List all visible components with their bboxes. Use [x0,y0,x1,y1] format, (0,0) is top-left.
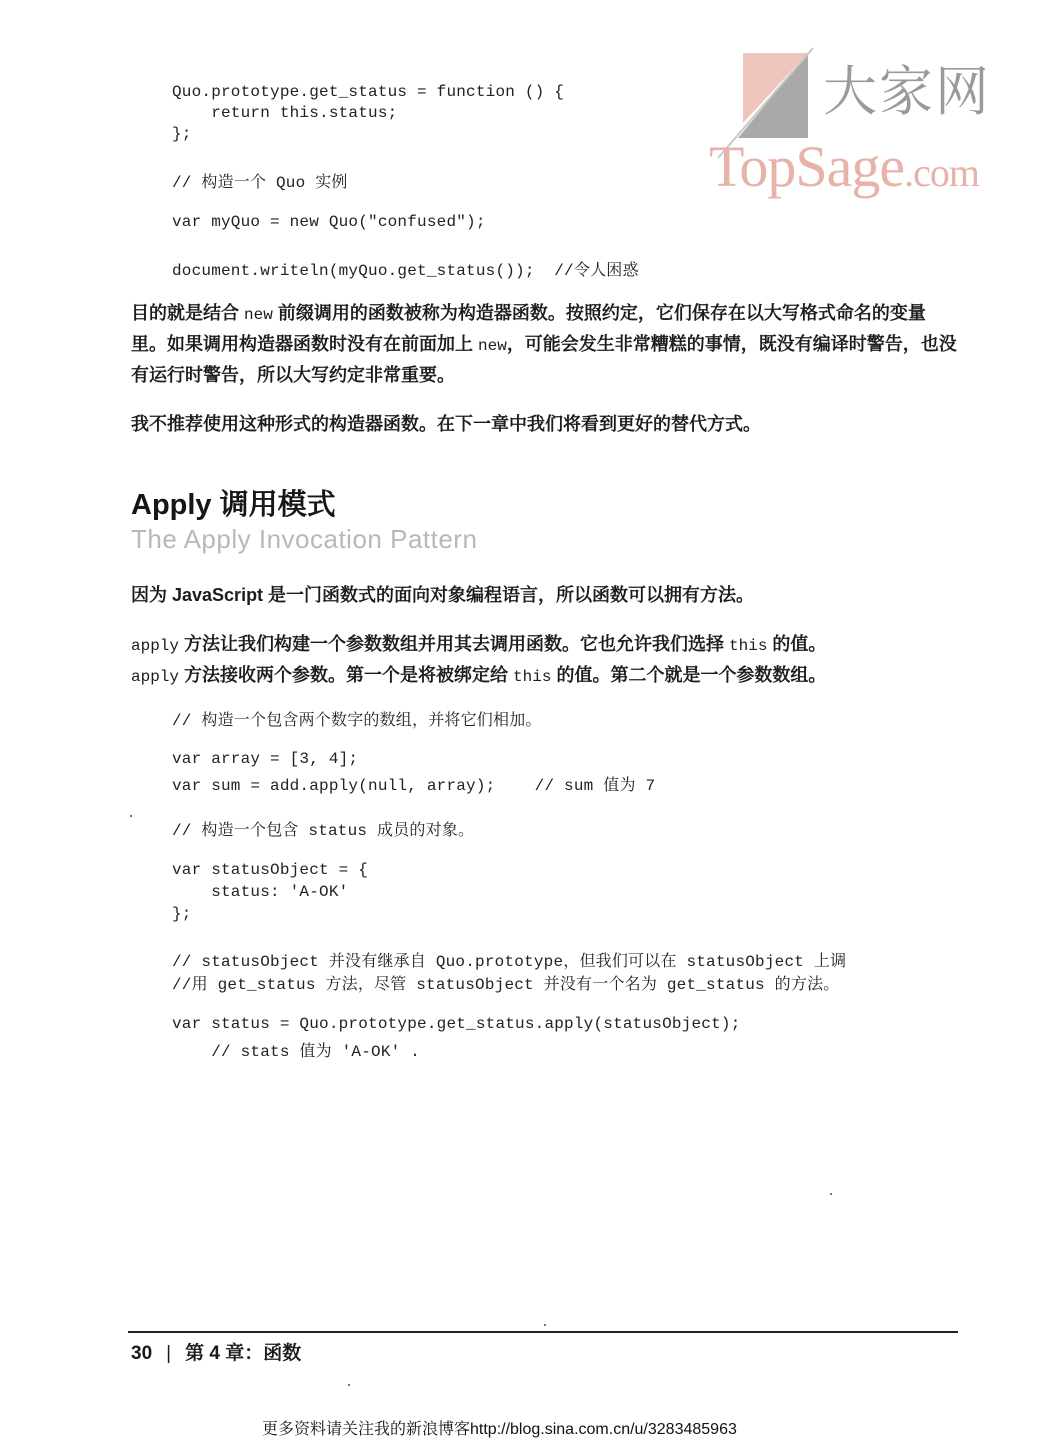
code-line: var myQuo = new Quo("confused"); [172,213,486,231]
code-line: var status = Quo.prototype.get_status.apply(statusObject); [172,1015,741,1033]
scan-speck [348,1384,350,1386]
paragraph-constructor-convention [131,299,961,390]
paragraph-apply-params [131,661,961,692]
logo-chinese-text: 大家网 [823,60,991,123]
code-line: }; [172,125,192,143]
text-run: 方法让我们构建一个参数数组并用其去调用函数。它也允许我们选择 [179,634,730,654]
text-run: 目的就是结合 [131,303,245,323]
section-subtitle: The Apply Invocation Pattern [131,524,478,554]
scan-speck [544,1324,546,1326]
chapter-title: 第 4 章：函数 [185,1343,302,1364]
inline-code: this [729,637,768,655]
paragraph-apply-method [131,630,961,661]
page-footer [131,1338,301,1365]
code-comment: // stats 值为 'A-OK' . [172,1043,421,1061]
text-run: 方法接收两个参数。第一个是将被绑定给 [179,665,514,685]
logo-english-main: TopSage [709,134,905,199]
inline-code: new [244,306,273,324]
code-line: return this.status; [172,104,398,122]
paragraph-javascript-functional: 因为 JavaScript 是一门函数式的面向对象编程语言，所以函数可以拥有方法。 [131,585,755,605]
inline-code: new [478,337,507,355]
paragraph-recommendation: 我不推荐使用这种形式的构造器函数。在下一章中我们将看到更好的替代方式。 [131,414,761,434]
scan-speck [830,1193,832,1195]
code-comment: // statusObject 并没有继承自 Quo.prototype，但我们可以在 statusObject 上调 [172,953,847,971]
code-comment: // 构造一个包含 status 成员的对象。 [172,822,475,840]
text-run: ，可能会发生非常糟糕的事情，既没有编译时警告，也没有运行时警告，所以大写约定非常重要。 [131,334,957,385]
logo-english-suffix: .com [904,150,979,195]
text-run: 的值。 [767,634,827,654]
code-line: }; [172,905,192,923]
scan-speck [130,815,132,817]
text-run: 的值。第二个就是一个参数数组。 [551,665,827,685]
page-number: 30 [131,1343,153,1364]
code-line: var array = [3, 4]; [172,750,359,768]
inline-code: apply [131,668,180,686]
footer-separator: | [166,1343,172,1364]
code-line: Quo.prototype.get_status = function () { [172,83,565,101]
code-comment: // 构造一个 Quo 实例 [172,174,348,192]
topsage-watermark-logo [705,35,1025,220]
code-line: document.writeln(myQuo.get_status()); //令人困惑 [172,262,639,280]
logo-english-text [709,133,979,200]
inline-code: apply [131,637,180,655]
code-line: var statusObject = { [172,861,369,879]
section-title: Apply 调用模式 [131,489,336,521]
footer-rule [128,1331,958,1333]
text-run: 前缀调用的函数被称为构造器函数。按照约定，它们保存在以大写格式命名的变量里。如果调用构造器函数时没有在前面加上 [131,303,926,354]
code-comment: //用 get_status 方法，尽管 statusObject 并没有一个名为 get_status 的方法。 [172,976,840,994]
code-line: status: 'A-OK' [172,883,349,901]
code-line: var sum = add.apply(null, array); // sum 值为 7 [172,777,656,795]
code-comment: // 构造一个包含两个数字的数组，并将它们相加。 [172,712,542,730]
blog-note: 更多资料请关注我的新浪博客http://blog.sina.com.cn/u/3283485963 [262,1421,737,1438]
inline-code: this [513,668,552,686]
